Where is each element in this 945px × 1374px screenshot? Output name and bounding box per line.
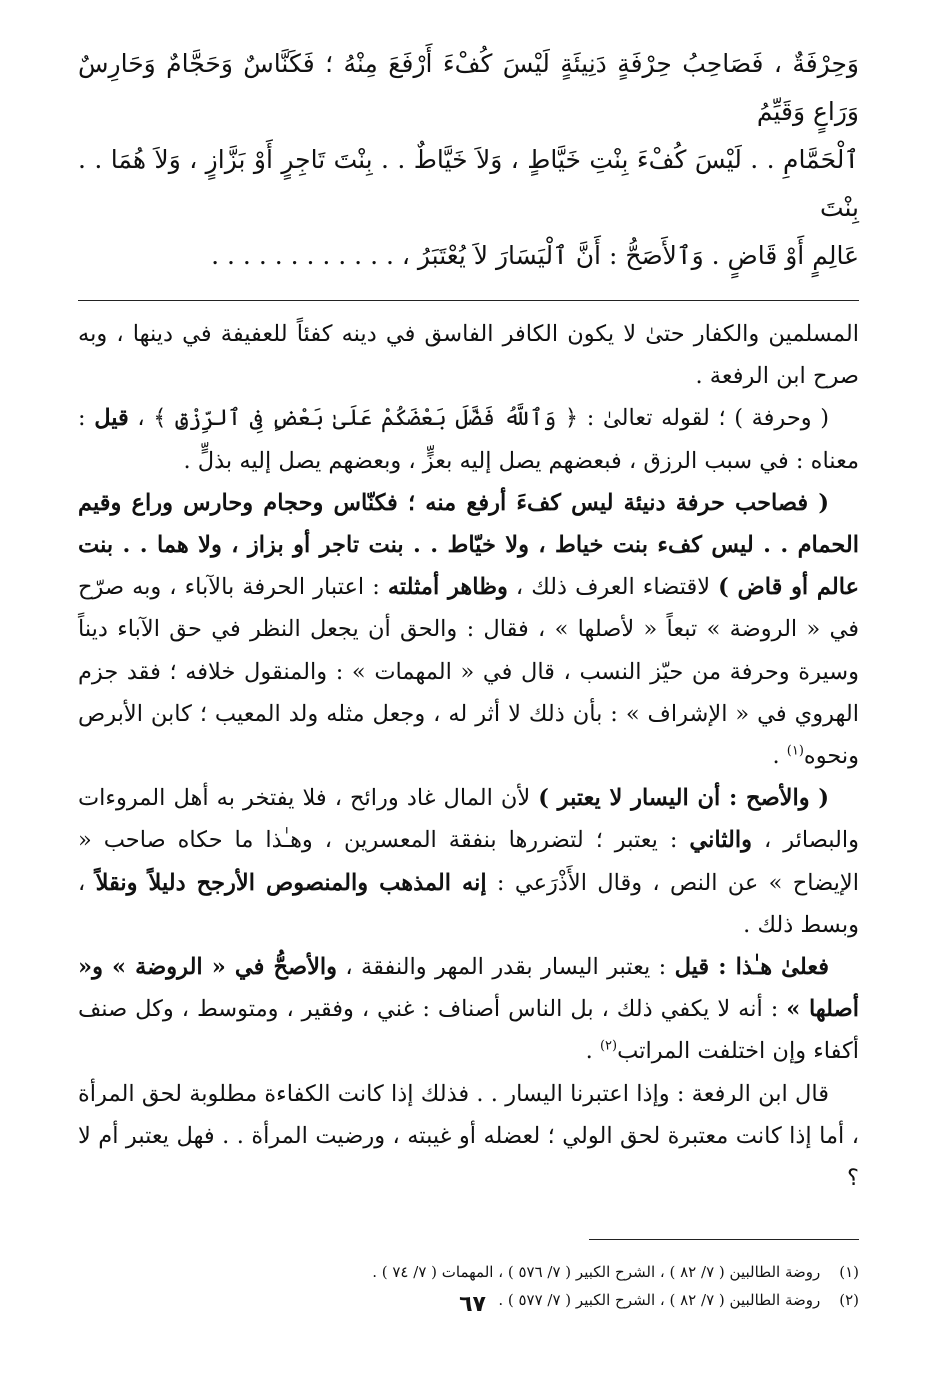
text-run: : اعتبار الحرفة بالآباء ، وبه صرّح في « الروضة » تبعاً « لأصلها » ، فقال : والحق أن يجعل النظر في حق الآباء ديناً وسيرة وحرفة من حيّز النسب ، قال في « المهمات » : والمنقول خلافه ؛ فقد جزم الهروي في « الإشراف » : بأن ذلك لا أثر له ، وجعل مثله ولد المعيب ؛ كابن الأبرص ونحوه [78,574,859,770]
main-text-line-content: عَالِمٍ أَوْ قَاضٍ . وَٱلأَصَحُّ : أَنَّ ٱلْيَسَارَ لاَ يُعْتَبَرُ ، [401,241,859,270]
text-run: . [772,743,787,770]
text-run: : معناه : في سبب الرزق ، فبعضهم يصل إليه بعزٍّ ، وبعضهم يصل إليه بذلٍّ . [78,405,859,474]
main-text-line: ٱلْحَمَّامِ . . لَيْسَ كُفْءَ بِنْتِ خَيَّاطٍ ، وَلاَ خَيَّاطٌ . . بِنْتَ تَاجِرٍ أَوْ بَزَّازٍ ، وَلاَ هُمَا . . بِنْتَ [78,145,859,222]
section-divider [78,300,859,301]
commentary-paragraph [78,397,859,481]
commentary-block [78,313,859,1199]
footnote-number: (١) [839,1263,859,1282]
footnote-marker[interactable]: (١) [786,743,804,759]
commentary-paragraph: المسلمين والكفار حتىٰ لا يكون الكافر الفاسق في دينه كفئاً للعفيفة في دينها ، وبه صرح ابن الرفعة . [78,321,859,390]
bold-term: وظاهر أمثلته [387,574,508,601]
book-page [78,40,859,1374]
quoted-main-text: ( والأصح : أن اليسار لا يعتبر ) [538,785,829,812]
bold-term: قيل [94,405,129,432]
main-text-line: وَحِرْفَةٌ ، فَصَاحِبُ حِرْفَةٍ دَنِيئَةٍ لَيْسَ كُفْءَ أَرْفَعَ مِنْهُ ؛ فَكَنَّاسٌ وَحَجَّامٌ وَحَارِسٌ وَرَاعٍ وَقَيِّمُ [78,49,859,126]
footnote-text: روضة الطالبين ( ٧/ ٨٢ ) ، الشرح الكبير ( ٧/ ٥٧٦ ) ، المهمات ( ٧/ ٧٤ ) . [372,1263,821,1282]
commentary-paragraph [78,777,859,946]
text-run: لأن المال غاد ورائح ، فلا يفتخر به أهل المروءات والبصائر ، [78,785,859,854]
bold-term: والثاني [689,827,753,854]
text-run: ( وحرفة ) ؛ لقوله تعالىٰ : ﴿ [556,405,830,432]
quran-verse: وَٱللَّهُ فَضَّلَ بَعْضَكُمْ عَلَىٰ بَعْضٍ فِى ٱلرِّزْقِ [175,405,557,432]
bold-term: فعلىٰ هـٰذا : قيل [674,954,829,981]
text-run: : أنه لا يكفي ذلك ، بل الناس أصناف : غني ، وفقير ، ومتوسط ، وكل صنف أكفاء وإن اختلفت المراتب [78,996,859,1065]
text-run: لاقتضاء العرف ذلك ، [507,574,719,601]
text-run: : يعتبر اليسار بقدر المهر والنفقة ، [337,954,675,981]
footnote-text: روضة الطالبين ( ٧/ ٨٢ ) ، الشرح الكبير ( ٧/ ٥٧٧ ) . [498,1291,821,1310]
commentary-paragraph [78,946,859,1073]
quoted-main-text: ( فصاحب حرفة دنيئة ليس كفءَ أرفع منه ؛ فكنّاس وحجام وحارس وراع وقيم الحمام . . ليس كفء بنت خياط ، ولا خيّاط . . بنت تاجر أو بزاز ، ولا هما . . بنت عالم أو قاض ) [78,489,860,601]
bold-term: إنه المذهب والمنصوص الأرجح دليلاً ونقلاً [95,869,487,896]
footnote-divider [589,1239,859,1240]
footnote-item [78,1258,859,1286]
footnote-marker[interactable]: (٢) [599,1038,618,1054]
page-number: ٦٧ [459,1292,486,1317]
text-run: : يعتبر ؛ لتضررها بنفقة المعسرين ، وهـٰذا ما حكاه صاحب « الإيضاح » عن النص ، وقال الأَذْرَعي : [78,827,859,896]
text-run: ﴾ ، [128,405,176,432]
main-text-block [78,40,859,280]
text-run: ، وبسط ذلك . [78,869,859,938]
ellipsis-dots: . . . . . . . . . . . . [211,241,394,270]
bold-term: والأصحُّ في « الروضة » و« أصلها » [78,954,859,1023]
commentary-paragraph [78,482,859,777]
main-text-line [78,232,859,280]
text-run: . [585,1038,600,1065]
commentary-paragraph: قال ابن الرفعة : وإذا اعتبرنا اليسار . . فذلك إذا كانت الكفاءة مطلوبة لحق المرأة ، أما إذا كانت معتبرة لحق الولي ؛ لعضله أو غيبته ، ورضيت المرأة . . فهل يعتبر أم لا ؟ [78,1080,859,1192]
footnote-number: (٢) [839,1291,859,1310]
